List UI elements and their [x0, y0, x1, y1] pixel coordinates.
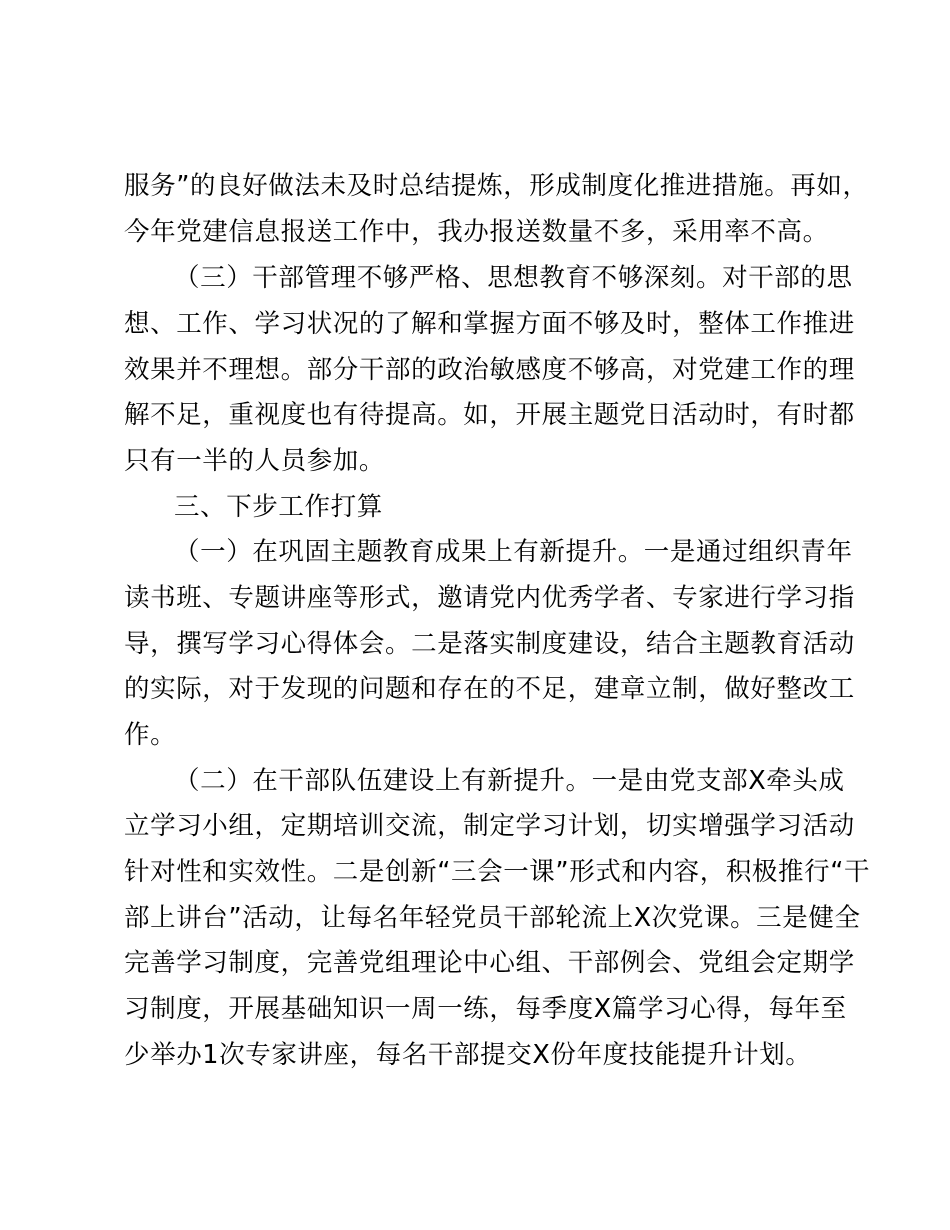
- paragraph-line: 只有一半的人员参加。: [124, 446, 386, 476]
- paragraph-line: 读书班、专题讲座等形式，邀请党内优秀学者、专家进行学习指: [124, 583, 855, 613]
- paragraph-line: （二）在干部队伍建设上有新提升。一是由党支部X牵头成: [174, 766, 845, 796]
- paragraph-line: 导，撰写学习心得体会。二是落实制度建设，结合主题教育活动: [124, 629, 855, 659]
- paragraph-line: （三）干部管理不够严格、思想教育不够深刻。对干部的思: [174, 263, 853, 293]
- paragraph-line: 服务”的良好做法未及时总结提炼，形成制度化推进措施。再如，: [124, 171, 869, 201]
- paragraph-line: 完善学习制度，完善党组理论中心组、干部例会、党组会定期学: [124, 948, 855, 978]
- paragraph-line: 想、工作、学习状况的了解和掌握方面不够及时，整体工作推进: [124, 309, 855, 339]
- paragraph-line: 部上讲台”活动，让每名年轻党员干部轮流上X次党课。三是健全: [124, 903, 861, 933]
- paragraph-line: 针对性和实效性。二是创新“三会一课”形式和内容，积极推行“干: [124, 857, 871, 887]
- paragraph-line: 立学习小组，定期培训交流，制定学习计划，切实增强学习活动: [124, 811, 855, 841]
- paragraph-line: 的实际，对于发现的问题和存在的不足，建章立制，做好整改工: [124, 674, 855, 704]
- paragraph-line: 效果并不理想。部分干部的政治敏感度不够高，对党建工作的理: [124, 355, 855, 385]
- paragraph-line: （一）在巩固主题教育成果上有新提升。一是通过组织青年: [174, 537, 853, 567]
- paragraph-line: 今年党建信息报送工作中，我办报送数量不多，采用率不高。: [124, 217, 829, 247]
- section-heading: 三、下步工作打算: [174, 492, 383, 522]
- paragraph-line: 解不足，重视度也有待提高。如，开展主题党日活动时，有时都: [124, 400, 855, 430]
- paragraph-line: 少举办1次专家讲座，每名干部提交X份年度技能提升计划。: [124, 1040, 812, 1070]
- paragraph-line: 习制度，开展基础知识一周一练，每季度X篇学习心得，每年至: [124, 994, 847, 1024]
- paragraph-line: 作。: [124, 720, 177, 750]
